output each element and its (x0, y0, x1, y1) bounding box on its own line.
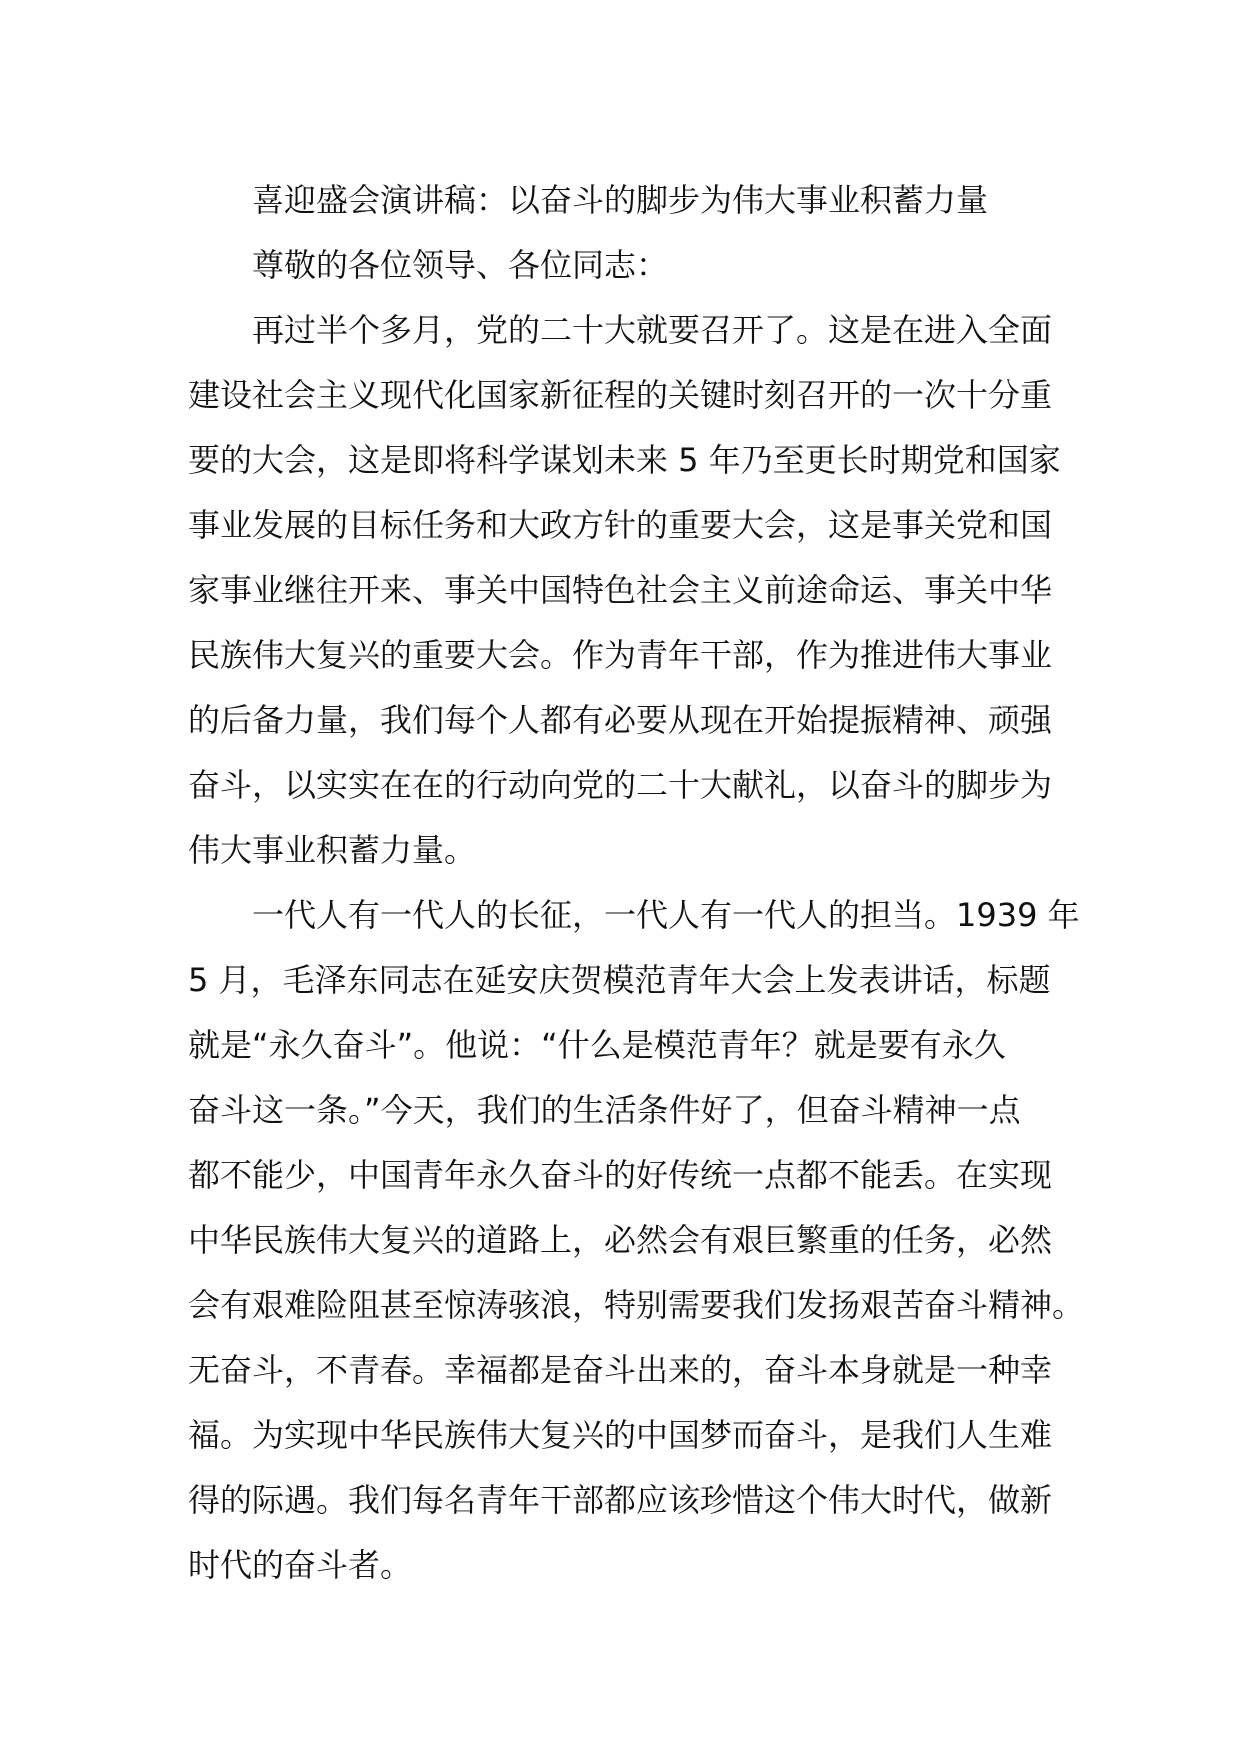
paragraph-line: 一代人有一代人的长征，一代人有一代人的担当。1939 年 (252, 896, 1080, 934)
paragraph-line: 要的大会，这是即将科学谋划未来 5 年乃至更长时期党和国家 (188, 441, 1061, 479)
paragraph-line: 时代的奋斗者。 (188, 1546, 413, 1584)
paragraph-line: 家事业继往开来、事关中国特色社会主义前途命运、事关中华 (188, 571, 1053, 609)
paragraph-line: 伟大事业积蓄力量。 (188, 831, 477, 869)
paragraph-1 (188, 298, 1061, 883)
paragraph-line: 奋斗这一条。”今天，我们的生活条件好了，但奋斗精神一点 (188, 1091, 1021, 1129)
paragraph-line: 中华民族伟大复兴的道路上，必然会有艰巨繁重的任务，必然 (188, 1221, 1053, 1259)
paragraph-line: 再过半个多月，党的二十大就要召开了。这是在进入全面 (252, 311, 1053, 349)
paragraph-line: 奋斗，以实实在在的行动向党的二十大献礼，以奋斗的脚步为 (188, 766, 1053, 804)
document-body (188, 168, 1085, 1598)
paragraph-line: 就是“永久奋斗”。他说：“什么是模范青年？就是要有永久 (188, 1026, 1006, 1064)
paragraph-line: 建设社会主义现代化国家新征程的关键时刻召开的一次十分重 (188, 376, 1053, 414)
paragraph-2 (188, 883, 1085, 1598)
paragraph-line: 5 月，毛泽东同志在延安庆贺模范青年大会上发表讲话，标题 (188, 961, 1051, 999)
document-title: 喜迎盛会演讲稿：以奋斗的脚步为伟大事业积蓄力量 (252, 181, 989, 219)
paragraph-line: 福。为实现中华民族伟大复兴的中国梦而奋斗，是我们人生难 (188, 1416, 1053, 1454)
paragraph-line: 事业发展的目标任务和大政方针的重要大会，这是事关党和国 (188, 506, 1053, 544)
paragraph-line: 民族伟大复兴的重要大会。作为青年干部，作为推进伟大事业 (188, 636, 1053, 674)
paragraph-line: 的后备力量，我们每个人都有必要从现在开始提振精神、顽强 (188, 701, 1053, 739)
paragraph-line: 会有艰难险阻甚至惊涛骇浪，特别需要我们发扬艰苦奋斗精神。 (188, 1286, 1085, 1324)
paragraph-line: 无奋斗，不青春。幸福都是奋斗出来的，奋斗本身就是一种幸 (188, 1351, 1053, 1389)
salutation: 尊敬的各位领导、各位同志： (252, 246, 669, 284)
paragraph-line: 得的际遇。我们每名青年干部都应该珍惜这个伟大时代，做新 (188, 1481, 1053, 1519)
paragraph-line: 都不能少，中国青年永久奋斗的好传统一点都不能丢。在实现 (188, 1156, 1053, 1194)
